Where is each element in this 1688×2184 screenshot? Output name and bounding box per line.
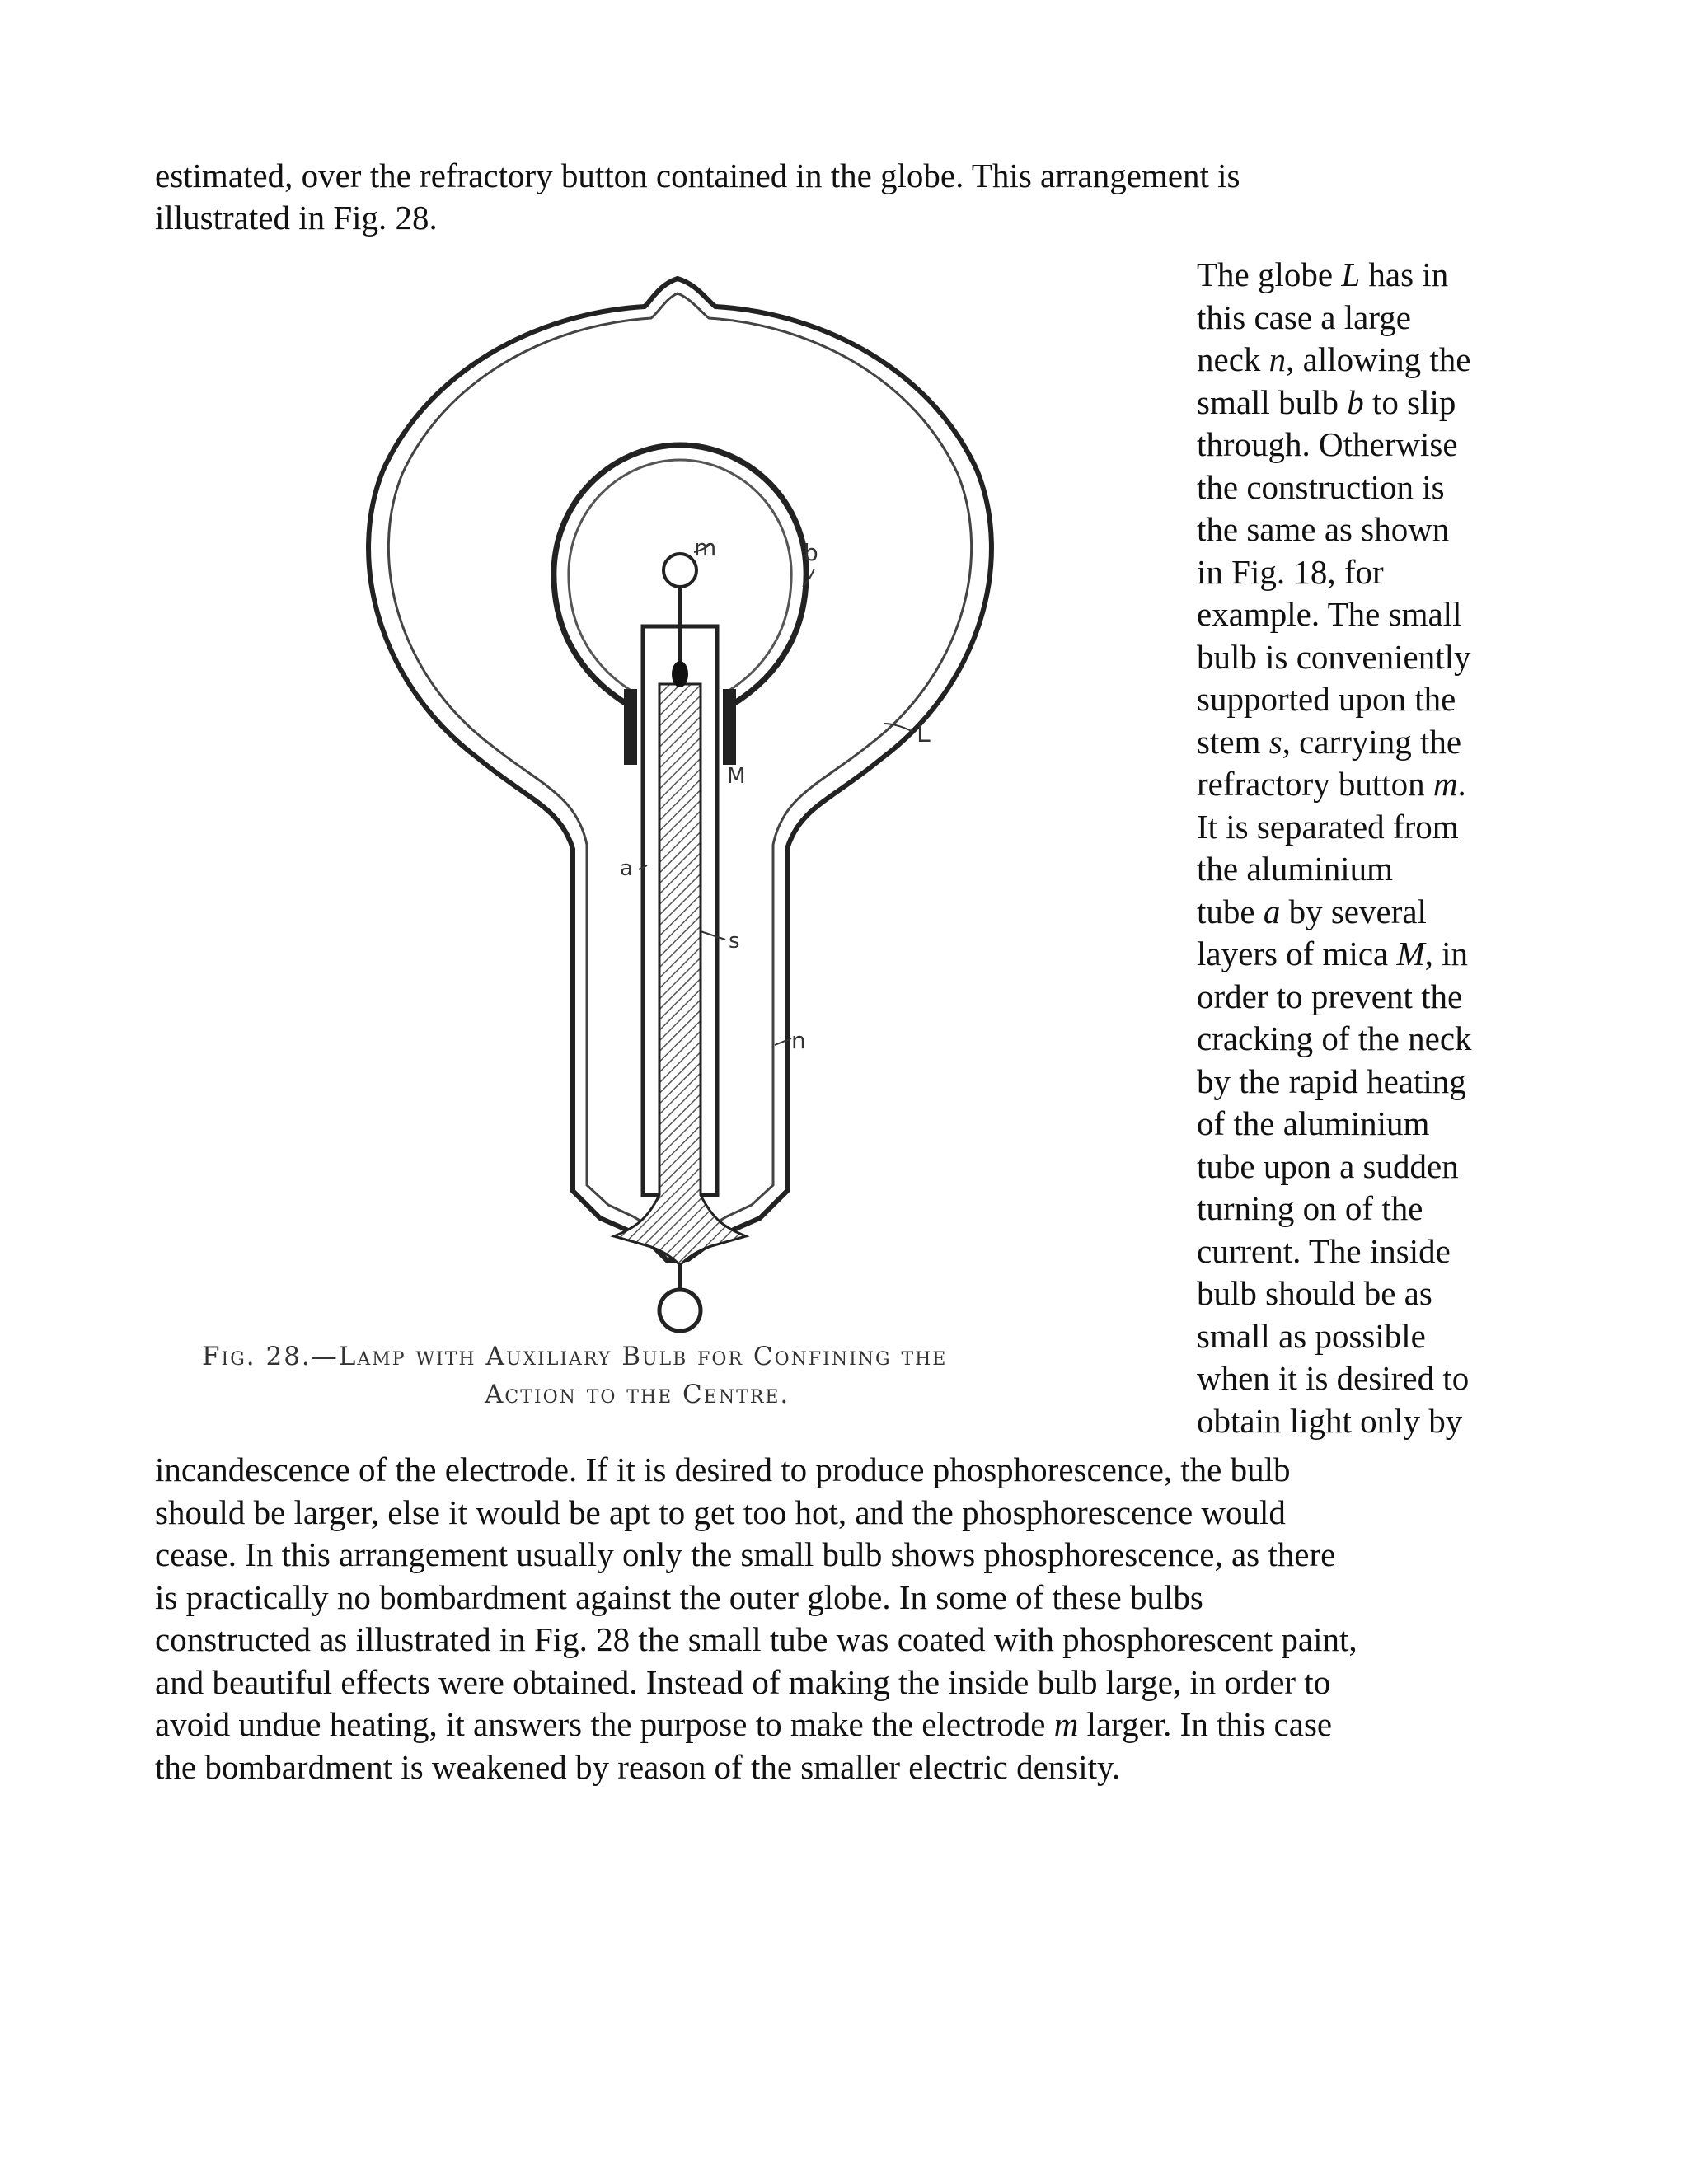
side-line: The globe L has in [1197,255,1449,293]
mica-left [624,689,637,765]
paragraph-line: cease. In this arrangement usually only the small bulb shows phosphorescence, as there [155,1535,1336,1573]
side-line: tube upon a sudden [1197,1146,1459,1185]
side-line: small bulb b to slip [1197,382,1456,421]
side-line: obtain light only by [1197,1401,1463,1440]
lamp-illustration [165,247,1195,1393]
label-M: M [727,764,746,789]
figure-caption-line1: Fig. 28.—Lamp with Auxiliary Bulb for Confining the [202,1342,948,1371]
paragraph-line: the bombardment is weakened by reason of the smaller electric density. [155,1748,1121,1786]
side-line: cracking of the neck [1197,1019,1472,1057]
stem [614,684,746,1265]
side-line: this case a large [1197,298,1411,336]
label-b: b [804,539,818,566]
side-line: refractory button m. [1197,765,1466,803]
side-line: bulb should be as [1197,1274,1432,1312]
paragraph-line: should be larger, else it would be apt to get too hot, and the phosphorescence would [155,1493,1286,1531]
side-line: tube a by several [1197,892,1427,930]
side-line: by the rapid heating [1197,1062,1466,1100]
side-line: It is separated from [1197,807,1459,846]
paragraph-line: constructed as illustrated in Fig. 28 the small tube was coated with phosphorescent paint, [155,1620,1357,1658]
mica-right [723,689,736,765]
paragraph-line: incandescence of the electrode. If it is desired to produce phosphorescence, the bulb [155,1451,1291,1488]
paragraph-line: illustrated in Fig. 28. [155,199,438,237]
side-line: the aluminium [1197,850,1393,888]
side-line: current. The inside [1197,1231,1451,1270]
label-a: a [620,856,633,881]
side-line: of the aluminium [1197,1104,1430,1142]
side-text [1197,254,1472,1442]
side-line: layers of mica M, in [1197,935,1469,972]
label-m: m [694,534,717,561]
refractory-button [663,554,696,587]
side-line: turning on of the [1197,1189,1423,1227]
figure-caption-line2: Action to the Centre. [485,1380,790,1409]
side-line: the construction is [1197,467,1445,506]
paragraph-line: is practically no bombardment against the outer globe. In some of these bulbs [155,1578,1203,1616]
side-line: the same as shown [1197,510,1450,548]
side-line: stem s, carrying the [1197,722,1462,761]
side-line: small as possible [1197,1316,1426,1355]
label-s: s [729,929,740,954]
side-line: bulb is conveniently [1197,637,1471,676]
terminal-loop [659,1290,701,1331]
side-line: through. Otherwise [1197,425,1458,463]
side-line: in Fig. 18, for [1197,552,1384,591]
side-line: example. The small [1197,595,1462,633]
label-L: L [917,719,931,748]
label-n: n [791,1027,806,1054]
paragraph-line: avoid undue heating, it answers the purpose to make the electrode m larger. In this case [155,1705,1333,1743]
paragraph-line: estimated, over the refractory button contained in the globe. This arrangement is [155,157,1240,194]
side-line: order to prevent the [1197,977,1463,1015]
paragraph-line: and beautiful effects were obtained. Instead of making the inside bulb large, in order to [155,1663,1331,1701]
side-line: when it is desired to [1197,1359,1470,1397]
side-line: supported upon the [1197,680,1456,718]
side-line: neck n, allowing the [1197,340,1471,378]
